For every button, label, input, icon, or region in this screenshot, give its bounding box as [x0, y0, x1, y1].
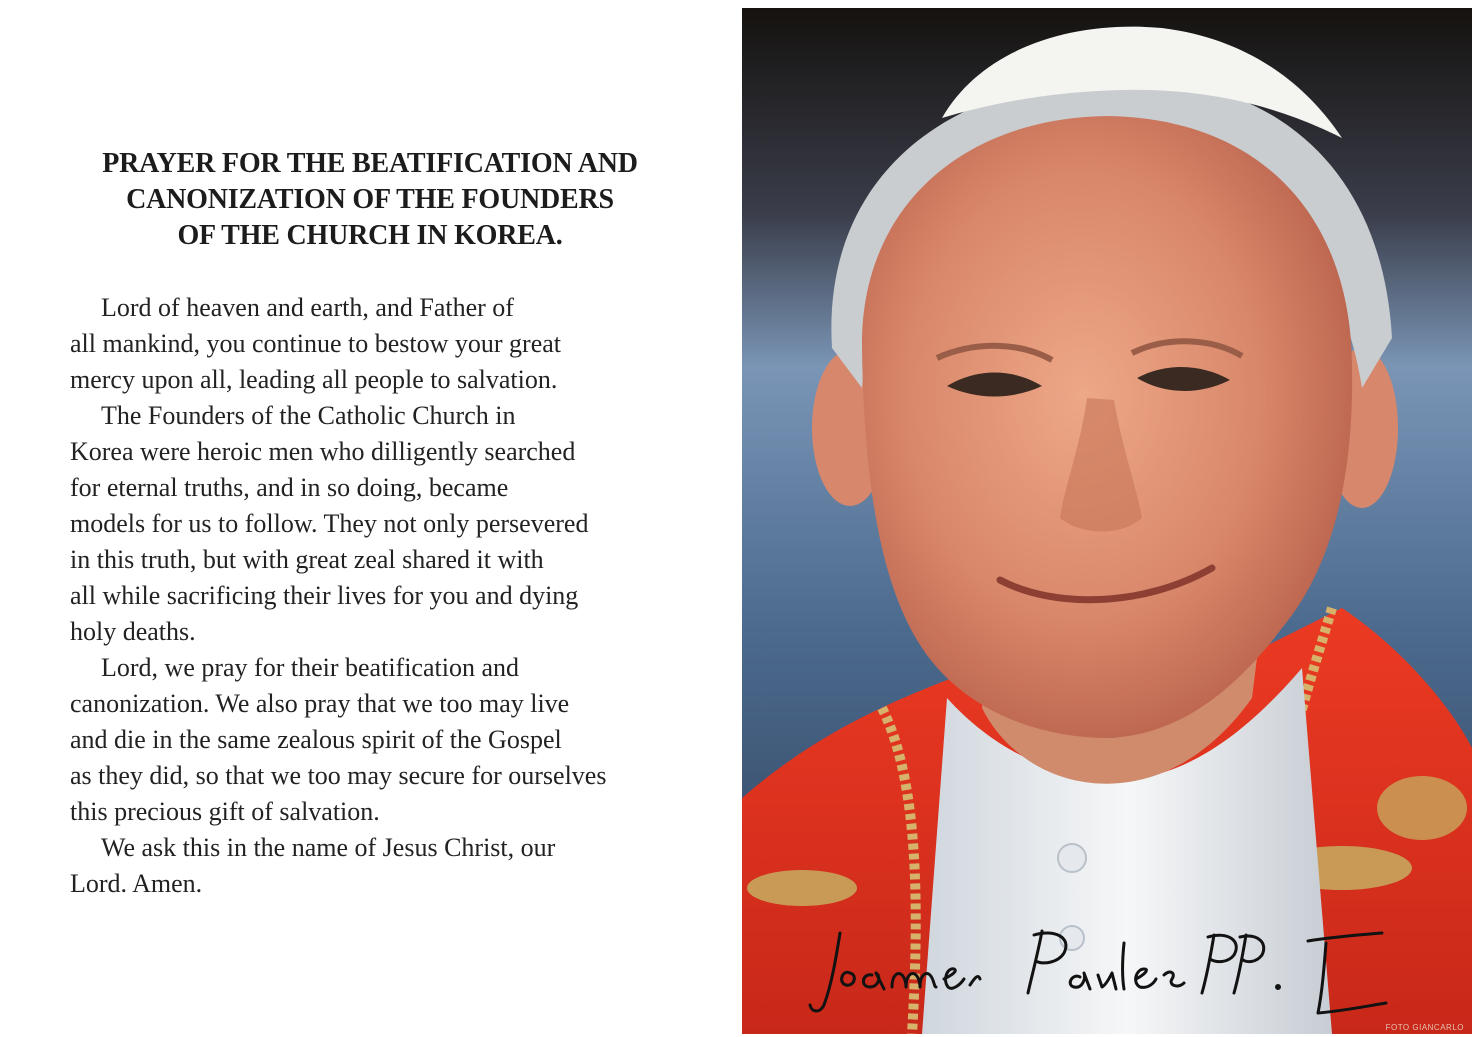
tassel-right-upper [1377, 776, 1467, 840]
tassel-left [747, 870, 857, 906]
portrait-illustration [742, 8, 1472, 1034]
prayer-line: for eternal truths, and in so doing, became [70, 473, 509, 502]
title-line: PRAYER FOR THE BEATIFICATION AND [102, 148, 638, 179]
title-line: OF THE CHURCH IN KOREA. [177, 220, 563, 251]
prayer-line: holy deaths. [70, 617, 196, 646]
prayer-body [70, 290, 670, 902]
prayer-line: Lord. Amen. [70, 869, 203, 898]
prayer-line: this precious gift of salvation. [70, 797, 380, 826]
prayer-title [50, 146, 690, 254]
prayer-line: Lord, we pray for their beatification and [101, 653, 519, 682]
prayer-line: Lord of heaven and earth, and Father of [101, 293, 514, 322]
title-line: CANONIZATION OF THE FOUNDERS [126, 184, 614, 215]
prayer-line: mercy upon all, leading all people to salvation. [70, 365, 558, 394]
prayer-line: The Founders of the Catholic Church in [101, 401, 516, 430]
prayer-line: and die in the same zealous spirit of the Gospel [70, 725, 562, 754]
prayer-line: Korea were heroic men who dilligently searched [70, 437, 576, 466]
portrait-photo [742, 8, 1472, 1034]
prayer-line: We ask this in the name of Jesus Christ, our [101, 833, 556, 862]
prayer-line: in this truth, but with great zeal shared it with [70, 545, 544, 574]
prayer-line: models for us to follow. They not only persevered [70, 509, 589, 538]
signature [802, 913, 1402, 1023]
cassock-button [1058, 844, 1086, 872]
prayer-line: as they did, so that we too may secure for ourselves [70, 761, 607, 790]
prayer-line: all while sacrificing their lives for you and dying [70, 581, 579, 610]
prayer-line: all mankind, you continue to bestow your great [70, 329, 562, 358]
prayer-line: canonization. We also pray that we too may live [70, 689, 570, 718]
photo-credit: FOTO GIANCARLO [1385, 1023, 1464, 1032]
